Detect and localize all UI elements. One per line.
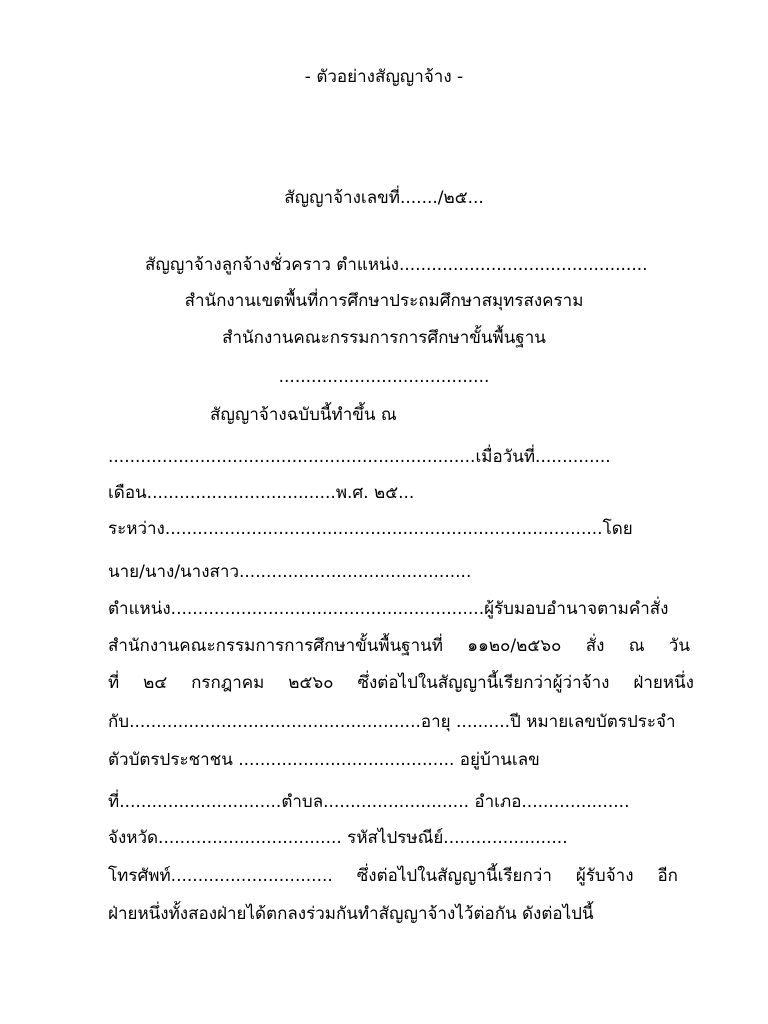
between-line: ระหว่าง.................................................................................โดย [108, 519, 633, 539]
order-date-month: กรกฎาคม [191, 673, 265, 693]
order-line [108, 635, 690, 657]
order-date-line [108, 672, 694, 694]
office-commission: สำนักงานคณะกรรมการการศึกษาขั้นพื้นฐาน [222, 328, 546, 348]
title-line: นาย/นาง/นางสาว........................................... [108, 562, 472, 582]
province-line: จังหวัด.................................. รหัสไปรษณีย์....................... [108, 828, 568, 848]
closing-line: ฝ่ายหนึ่งทั้งสองฝ่ายได้ตกลงร่วมกันทำสัญญาจ้างไว้ต่อกัน ดังต่อไปนี้ [108, 904, 594, 924]
office-area: สำนักงานเขตพื้นที่การศึกษาประถมศึกษาสมุทรสงคราม [184, 291, 584, 311]
id-card-line: ตัวบัตรประชาชน ........................................ อยู่บ้านเลข [108, 750, 540, 770]
order-date-day: ๒๔ [143, 673, 168, 693]
contract-number: สัญญาจ้างเลขที่......./๒๕... [284, 188, 484, 208]
order-day: วัน [668, 636, 690, 656]
dotted-placeholder: ....................................... [278, 367, 490, 387]
other-word: อีก [657, 866, 678, 886]
order-at: ณ [628, 636, 645, 656]
contractor-designation: ซึ่งต่อไปในสัญญานี้เรียกว่า [356, 866, 552, 886]
made-at-line: สัญญาจ้างฉบับนี้ทำขึ้น ณ [210, 405, 397, 425]
phone-field: โทรศัพท์.............................. [108, 866, 333, 886]
order-date-year: ๒๕๖๐ [288, 673, 334, 693]
position-line: ตำแหน่ง..........................................................ผู้รับมอบอำนาจตามคำสั่ง [108, 599, 669, 619]
order-text: สำนักงานคณะกรรมการการศึกษาขั้นพื้นฐานที่ [108, 636, 443, 656]
order-word: สั่ง [585, 636, 605, 656]
date-line: ....................................................................เมื่อวันที่.............. [108, 447, 611, 467]
contract-subject: สัญญาจ้างลูกจ้างชั่วคราว ตำแหน่ง.............................................. [145, 255, 648, 275]
order-date-prefix: ที่ [108, 673, 120, 693]
month-year-line: เดือน...................................พ.ศ. ๒๕... [108, 483, 415, 503]
employer-designation: ซึ่งต่อไปในสัญญานี้เรียกว่าผู้ว่าจ้าง [357, 673, 610, 693]
with-line: กับ......................................................อายุ ..........ปี หมายเลขบัตรประจำ [108, 712, 676, 732]
address-line: ที่..............................ตำบล........................... อำเภอ.................... [108, 792, 630, 812]
document-heading: - ตัวอย่างสัญญาจ้าง - [304, 67, 464, 87]
phone-line [108, 865, 678, 887]
order-number: ๑๑๒๐/๒๕๖๐ [467, 636, 562, 656]
party-one: ฝ่ายหนึ่ง [633, 673, 694, 693]
contractor-label: ผู้รับจ้าง [575, 866, 634, 886]
